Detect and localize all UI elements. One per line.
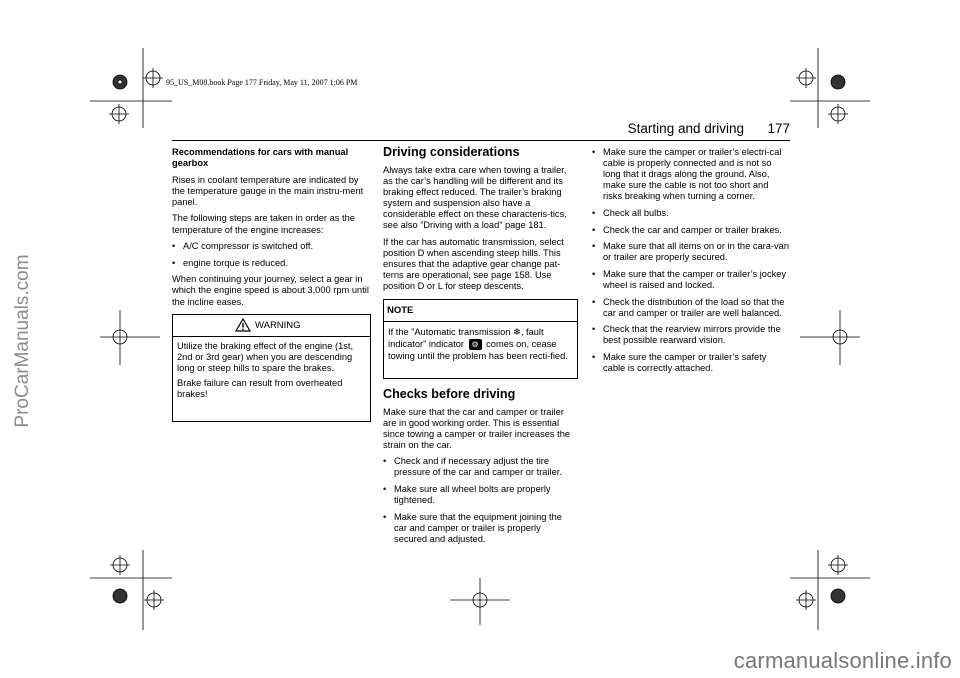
list-item: • Make sure the camper or trailer’s safety cable is correctly attached. bbox=[592, 352, 790, 374]
warning-text: Utilize the braking effect of the engine (1st, 2nd or 3rd gear) when you are descending long or steep hills to spare the brakes. bbox=[177, 341, 354, 374]
section-title: Starting and driving bbox=[627, 121, 744, 136]
page-header bbox=[600, 121, 790, 139]
book-info: 95_US_M08.book Page 177 Friday, May 11, 2007 1:06 PM bbox=[166, 78, 358, 87]
list-item: • A/C compressor is switched off. bbox=[172, 241, 369, 252]
paragraph: The following steps are taken in order as the temperature of the engine increases: bbox=[172, 213, 355, 235]
list-item: • Make sure that the equipment joining the car and camper or trailer is properly secured and adjusted. bbox=[383, 512, 576, 545]
note-box bbox=[383, 299, 578, 379]
side-watermark: ProCarManuals.com bbox=[12, 254, 33, 428]
page-number: 177 bbox=[767, 121, 790, 136]
transmission-fault-icon: ⚙ bbox=[469, 339, 482, 350]
paragraph: If the car has automatic transmission, select position D when ascending steep hills. This ensures that the adaptive gear change pat-terns are operational, see page 158. Use position D or L for steep descents. bbox=[383, 236, 564, 291]
note-label: NOTE bbox=[387, 305, 414, 316]
paragraph: Make sure that the car and camper or trailer are in good working order. This is essential since towing a camper or trailer increases the strain on the car. bbox=[383, 406, 571, 450]
warning-triangle-icon bbox=[235, 318, 251, 332]
column-2 bbox=[383, 145, 576, 298]
list-item: • Make sure that the camper or trailer’s jockey wheel is raised and locked. bbox=[592, 269, 790, 291]
list-item: • Check all bulbs. bbox=[592, 208, 790, 219]
note-text: comes on, cease towing until the problem has been recti-fied. bbox=[388, 339, 568, 362]
bullet-list bbox=[592, 147, 790, 374]
heading-driving-considerations: Driving considerations bbox=[383, 145, 520, 159]
list-item: • Make sure the camper or trailer’s electri-cal cable is properly connected and is not so long that it drags along the ground. Also, make sure the cable is not too short and risks breaking when turning a corner. bbox=[592, 147, 790, 202]
list-item: • Make sure all wheel bolts are properly tightened. bbox=[383, 484, 576, 506]
list-item: • Check and if necessary adjust the tire pressure of the car and camper or trailer. bbox=[383, 456, 576, 478]
warning-header bbox=[173, 315, 370, 337]
note-header bbox=[384, 300, 577, 322]
column-2-lower bbox=[383, 387, 576, 551]
subheading-manual-gearbox: Recommendations for cars with manual gearbox bbox=[172, 147, 349, 169]
column-1 bbox=[172, 147, 369, 313]
paragraph: When continuing your journey, select a gear in which the engine speed is about 3,000 rpm until the incline eases. bbox=[172, 274, 369, 307]
list-item: • Check the distribution of the load so that the car and camper or trailer are well balanced. bbox=[592, 297, 790, 319]
bullet-list bbox=[172, 241, 369, 269]
column-3 bbox=[592, 147, 790, 380]
warning-label: WARNING bbox=[255, 320, 301, 331]
bottom-watermark: carmanualsonline.info bbox=[733, 648, 952, 673]
list-item: • Check that the rearview mirrors provide the best possible rearward vision. bbox=[592, 324, 790, 346]
list-item: • Make sure that all items on or in the cara-van or trailer are properly secured. bbox=[592, 241, 790, 263]
list-item: • engine torque is reduced. bbox=[172, 258, 369, 269]
warning-box bbox=[172, 314, 371, 422]
paragraph: Always take extra care when towing a trailer, as the car’s handling will be different and its braking effect reduced. The trailer’s braking system and suspension also have a considerable effect on these characteris-tics, see also ”Driving with a load” page 181. bbox=[383, 164, 567, 230]
note-text: If the ”Automatic transmission ❄, fault indicator” indicator bbox=[388, 327, 544, 349]
heading-checks-before-driving: Checks before driving bbox=[383, 387, 516, 401]
bullet-list bbox=[383, 456, 576, 545]
list-item: • Check the car and camper or trailer brakes. bbox=[592, 225, 790, 236]
paragraph: Rises in coolant temperature are indicated by the temperature gauge in the main instru-ment panel. bbox=[172, 174, 364, 207]
warning-text: Brake failure can result from overheated brakes! bbox=[177, 378, 343, 400]
header-rule bbox=[172, 140, 790, 141]
